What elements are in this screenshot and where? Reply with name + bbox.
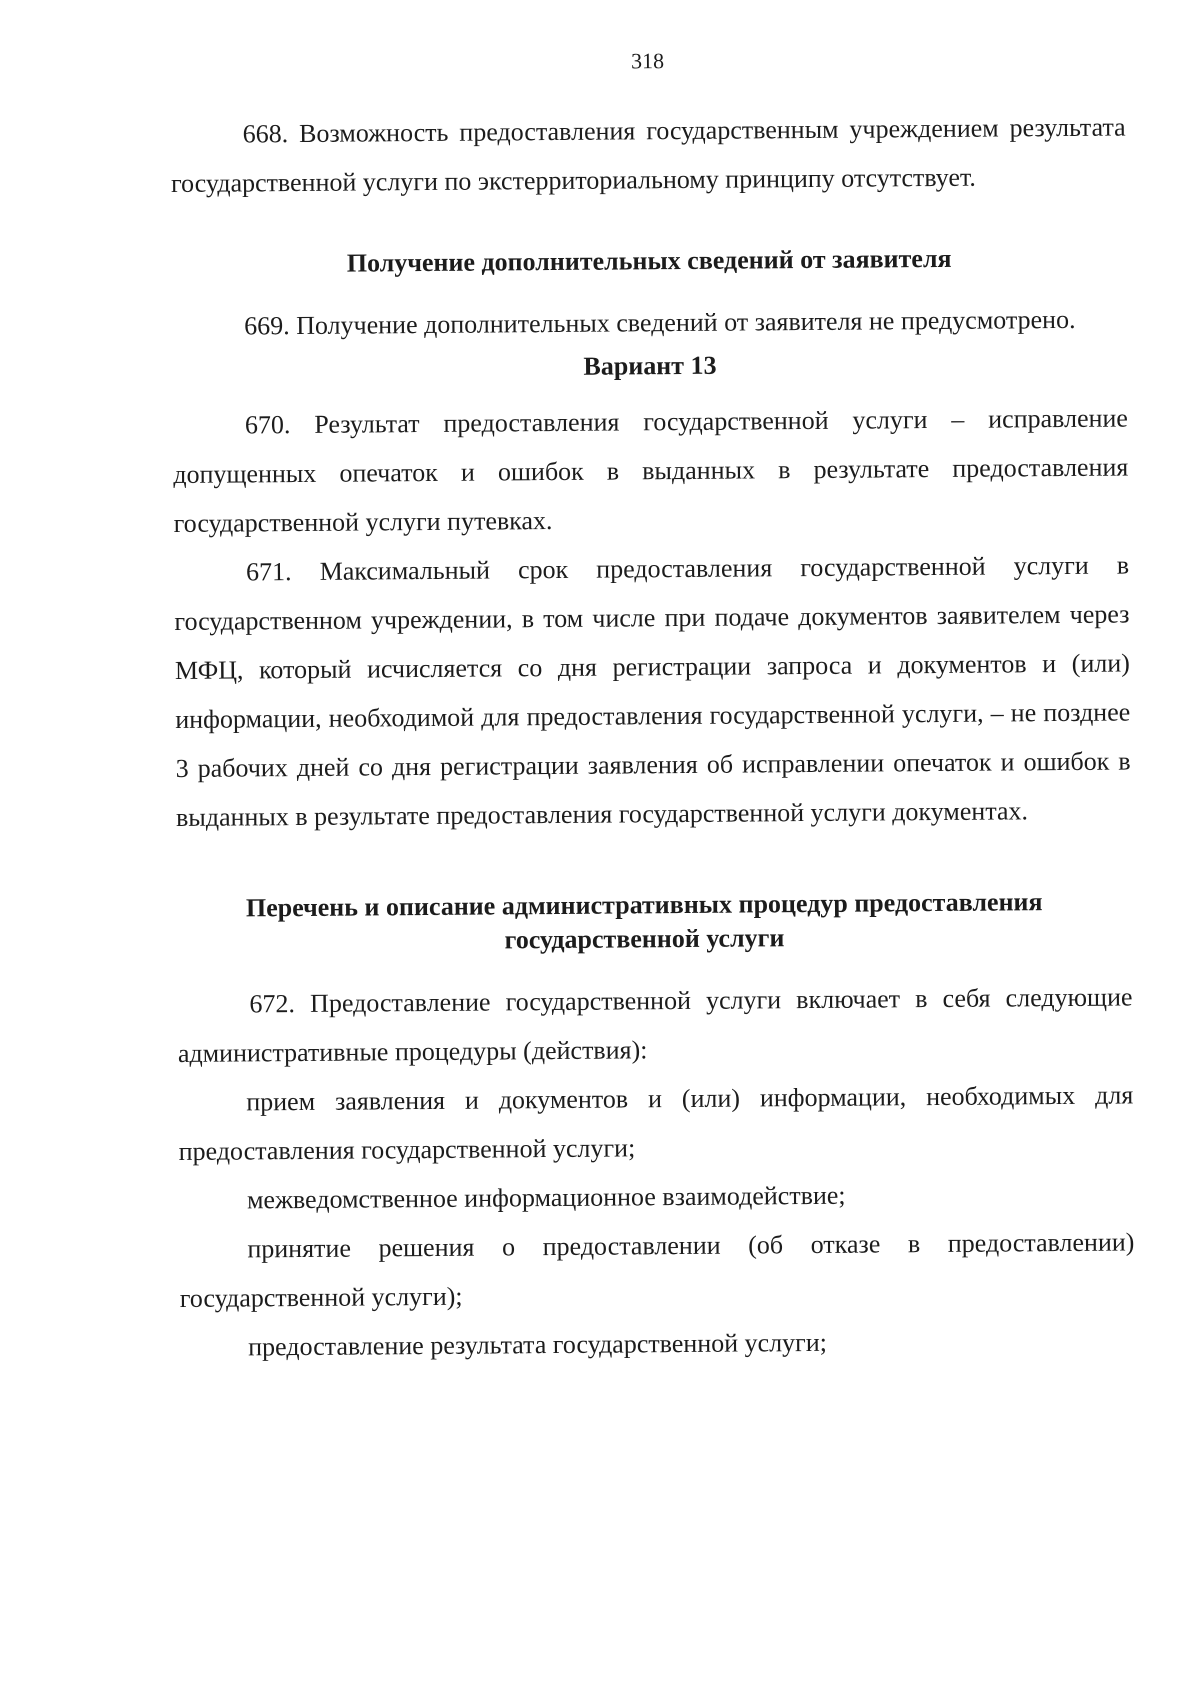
page-number: 318 [631, 48, 665, 74]
paragraph-672: 672. Предоставление государственной услуги включает в себя следующие административные процедуры (действия): [177, 982, 1133, 1068]
paragraph-670: 670. Результат предоставления государственной услуги – исправление допущенных опечаток и ошибок в выданных в результате предоставления государственной услуги путевках. [173, 403, 1129, 538]
document-page [170, 42, 1135, 1371]
list-item-interaction: межведомственное информационное взаимодействие; [246, 1180, 846, 1215]
list-item-decision: принятие решения о предоставлении (об отказе в предоставлении) государственной услуги); [179, 1227, 1135, 1313]
section-heading-procedures: Перечень и описание административных процедур предоставления государственной услуги [245, 887, 1043, 955]
list-item-result: предоставление результата государственной услуги; [248, 1327, 828, 1362]
section-heading-variant: Вариант 13 [583, 350, 717, 381]
list-item-receipt: прием заявления и документов и (или) информации, необходимых для предоставления государственной услуги; [178, 1080, 1134, 1166]
paragraph-671: 671. Максимальный срок предоставления государственной услуги в государственном учреждении, в том числе при подаче документов заявителем через МФЦ, который исчисляется со дня регистрации запроса и документов и (или) информации, необходимой для предоставления государственной услуги, – не позднее 3 рабочих дней со дня регистрации заявления об исправлении опечаток и ошибок в выданных в результате предоставления государственной услуги документах. [174, 550, 1131, 832]
paragraph-669: 669. Получение дополнительных сведений от заявителя не предусмотрено. [244, 304, 1076, 341]
section-heading-additional-info: Получение дополнительных сведений от заявителя [346, 243, 952, 278]
paragraph-668: 668. Возможность предоставления государственным учреждением результата государственной услуги по экстерриториальному принципу отсутствует. [170, 112, 1126, 198]
